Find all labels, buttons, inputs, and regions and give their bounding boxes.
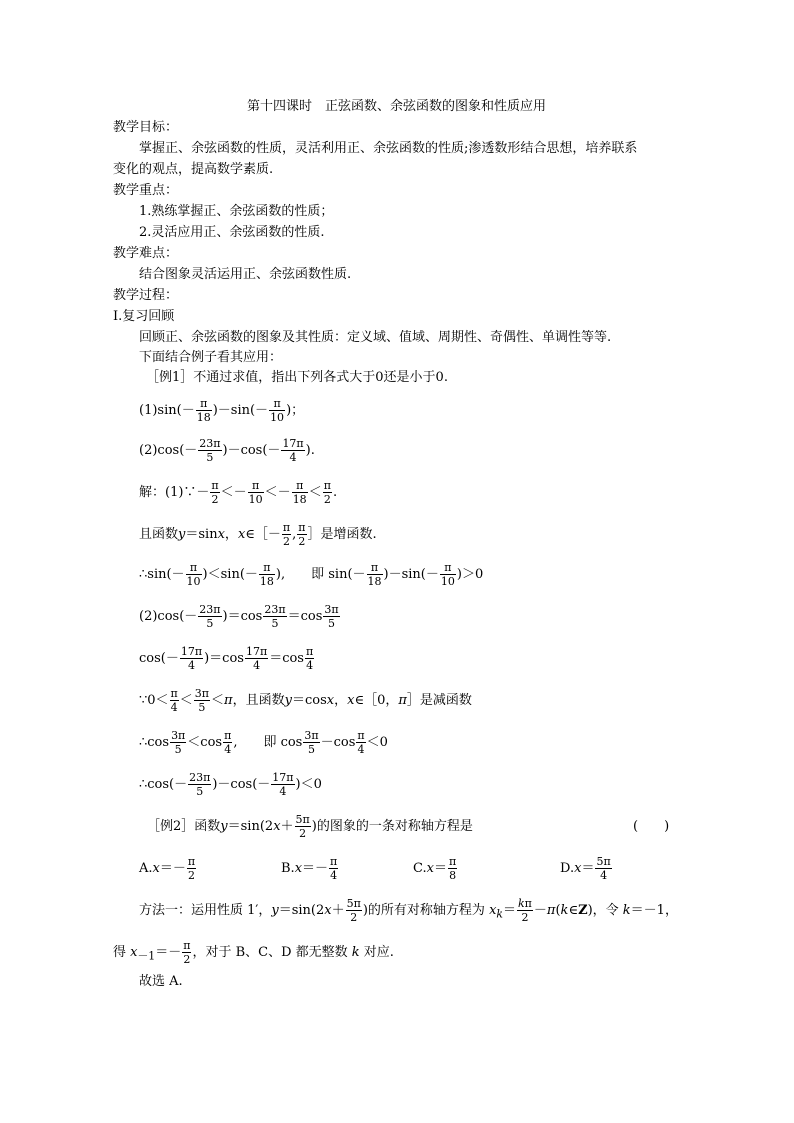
method-one-conclusion: 得 $x_{-1}=-$ $\frac{\pi}{2}$ ，对于 B、C、D 都无整数 k 对应. [113,939,394,966]
math-line-e2: (2)cos(－ $\frac{23\pi}{5}$ )－cos(－ $\frac{17\pi}{4}$ ). [139,437,315,464]
fraction: $\frac{\pi}{2}$ [323,479,331,506]
final-answer: 故选 A. [139,974,183,989]
answer-blank: ( ) [633,819,670,834]
objectives-line-1: 掌握正、余弦函数的性质，灵活利用正、余弦函数的性质;渗透数形结合思想，培养联系 [139,141,638,156]
example-1-statement: ［例1］不通过求值，指出下列各式大于0还是小于0. [146,370,448,385]
fraction: $\frac{23\pi}{5}$ [189,771,211,798]
fraction: $\frac{k\pi}{2}$ [518,897,532,924]
fraction: $\frac{\pi}{2}$ [282,521,291,548]
objectives-line-2: 变化的观点，提高数学素质. [113,162,274,177]
fraction: $\frac{\pi}{10}$ [440,561,455,588]
math-line-e9: ∴cos $\frac{3\pi}{5}$ ＜cos $\frac{\pi}{4}$ , 即 cos $\frac{3\pi}{5}$ －cos $\frac{\pi}{4}$ ＜0 [139,729,388,756]
fraction: $\frac{\pi}{4}$ [357,729,365,756]
fraction: $\frac{23\pi}{5}$ [264,603,286,630]
fraction: $\frac{\pi}{10}$ [248,479,263,506]
option-a: A.x＝－ $\frac{\pi}{2}$ [139,855,196,882]
math-line-e3: 解：(1)∵－ $\frac{\pi}{2}$ ＜－ $\frac{\pi}{10}$ ＜－ $\frac{\pi}{18}$ ＜ $\frac{\pi}{2}$ . [139,479,338,506]
fraction: $\frac{\pi}{4}$ [330,855,338,882]
section-heading-review: Ⅰ.复习回顾 [113,309,175,324]
math-line-e6: (2)cos(－ $\frac{23\pi}{5}$ )＝cos $\frac{23\pi}{5}$ ＝cos $\frac{3\pi}{5}$ [139,603,339,630]
process-heading: 教学过程： [113,288,179,303]
fraction: $\frac{17\pi}{4}$ [282,437,304,464]
fraction: $\frac{17\pi}{4}$ [272,771,294,798]
option-b: B.x＝－ $\frac{\pi}{4}$ [281,855,338,882]
fraction: $\frac{\pi}{2}$ [211,479,219,506]
key-point-2: 2.灵活应用正、余弦函数的性质. [139,225,325,240]
fraction: $\frac{\pi}{4}$ [170,687,178,714]
fraction: $\frac{17\pi}{4}$ [245,645,268,672]
review-text: 回顾正、余弦函数的图象及其性质：定义域、值域、周期性、奇偶性、单调性等等. [139,330,612,345]
option-c: C.x＝ $\frac{\pi}{8}$ [413,855,457,882]
fraction: $\frac{23\pi}{5}$ [199,437,221,464]
fraction: $\frac{5\pi}{2}$ [295,813,310,840]
fraction: $\frac{\pi}{4}$ [224,729,232,756]
difficulty-1: 结合图象灵活运用正、余弦函数性质. [139,267,352,282]
fraction: $\frac{3\pi}{5}$ [324,603,339,630]
fraction: $\frac{\pi}{18}$ [259,561,274,588]
fraction: $\frac{\pi}{2}$ [187,855,196,882]
fraction: $\frac{\pi}{18}$ [292,479,307,506]
math-line-e8: ∵0＜ $\frac{\pi}{4}$ ＜ $\frac{3\pi}{5}$ ＜π，且函数y＝cosx，x∈［0，π］是减函数 [139,687,472,714]
fraction: $\frac{17\pi}{4}$ [180,645,203,672]
fraction: $\frac{\pi}{8}$ [448,855,457,882]
fraction: $\frac{3\pi}{5}$ [304,729,319,756]
fraction: $\frac{3\pi}{5}$ [171,729,186,756]
math-line-e1: (1)sin(－ $\frac{\pi}{18}$ )－sin(－ $\frac{\pi}{10}$ )； [139,397,305,424]
objectives-heading: 教学目标： [113,120,179,135]
difficulties-heading: 教学难点： [113,246,179,261]
fraction: $\frac{23\pi}{5}$ [199,603,221,630]
fraction: $\frac{\pi}{2}$ [183,939,191,966]
example-2-statement: ［例2］函数y＝sin(2x＋ $\frac{5\pi}{2}$ )的图象的一条对称轴方程是 [147,813,473,840]
fraction: $\frac{\pi}{2}$ [298,521,306,548]
key-point-1: 1.熟练掌握正、余弦函数的性质； [139,204,334,219]
fraction: $\frac{\pi}{18}$ [196,397,211,424]
key-points-heading: 教学重点： [113,183,179,198]
method-one-line: 方法一：运用性质 1′，y＝sin(2x＋ $\frac{5\pi}{2}$ )的所有对称轴方程为 $x_k=$ $\frac{k\pi}{2}$ －π(k∈Z)，令 k＝－1， [139,897,678,924]
page-title: 第十四课时 正弦函数、余弦函数的图象和性质应用 [247,99,547,114]
fraction: $\frac{5\pi}{2}$ [346,897,361,924]
fraction: $\frac{\pi}{10}$ [186,561,201,588]
fraction: $\frac{5\pi}{4}$ [596,855,611,882]
math-line-e4: 且函数y＝sinx，x∈［－ $\frac{\pi}{2}$ , $\frac{\pi}{2}$ ］是增函数. [139,521,377,548]
intro-text: 下面结合例子看其应用： [139,350,283,365]
fraction: $\frac{3\pi}{5}$ [194,687,210,714]
math-line-e10: ∴cos(－ $\frac{23\pi}{5}$ )－cos(－ $\frac{17\pi}{4}$ )＜0 [139,771,322,798]
fraction: $\frac{\pi}{4}$ [305,645,314,672]
math-line-e7: cos(－ $\frac{17\pi}{4}$ )＝cos $\frac{17\pi}{4}$ ＝cos $\frac{\pi}{4}$ [139,645,314,672]
math-line-e5: ∴sin(－ $\frac{\pi}{10}$ )＜sin(－ $\frac{\pi}{18}$ ), 即 sin(－ $\frac{\pi}{18}$ )－sin(－ $\frac{\pi}{10}$ )＞0 [139,561,484,588]
fraction: $\frac{\pi}{18}$ [367,561,382,588]
option-d: D.x＝ $\frac{5\pi}{4}$ [560,855,611,882]
fraction: $\frac{\pi}{10}$ [270,397,285,424]
